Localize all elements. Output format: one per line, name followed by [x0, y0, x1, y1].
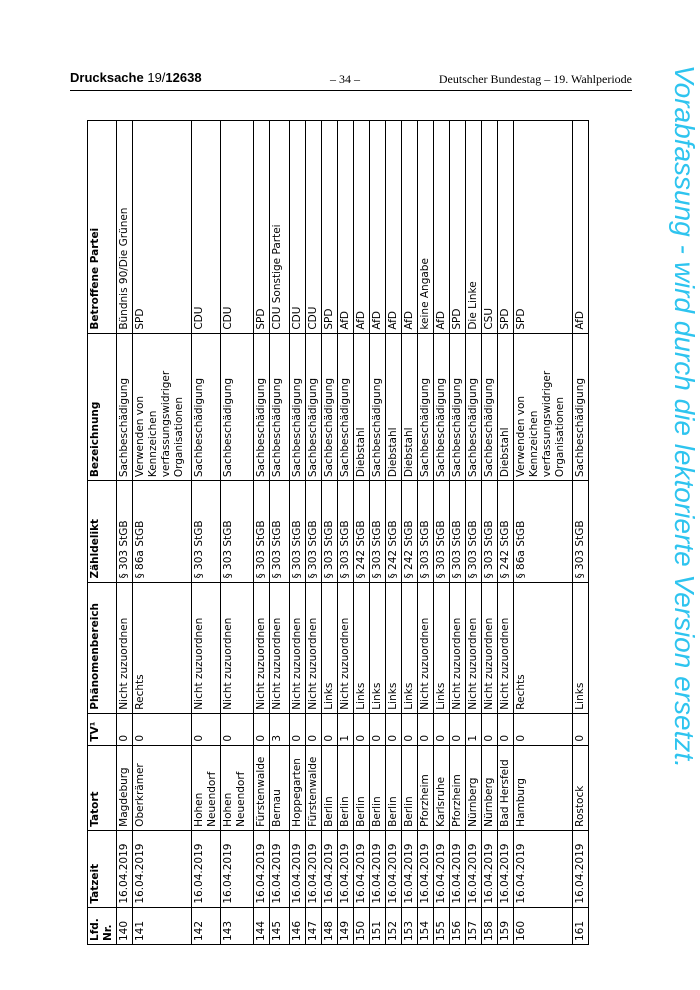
cell-col-tatort: Nürnberg	[466, 745, 482, 830]
cell-col-zaehldelikt: § 303 StGB	[117, 481, 133, 582]
cell-col-phaenomenbereich: Nicht zuzuordnen	[482, 582, 498, 713]
incident-table	[87, 120, 589, 945]
cell-col-partei: AfD	[573, 121, 589, 334]
cell-col-zaehldelikt: § 303 StGB	[290, 481, 306, 582]
cell-col-phaenomenbereich: Links	[573, 582, 589, 713]
doc-period: 19/	[147, 70, 166, 85]
cell-col-bezeichnung: Sachbeschädigung	[482, 333, 498, 481]
cell-col-zaehldelikt: § 303 StGB	[192, 481, 221, 582]
cell-col-tatort: Hohen Neuendorf	[192, 745, 221, 830]
cell-col-nr: 143	[221, 907, 254, 944]
cell-col-tatzeit: 16.04.2019	[498, 830, 514, 907]
cell-col-zaehldelikt: § 86a StGB	[133, 481, 192, 582]
cell-col-phaenomenbereich: Links	[386, 582, 402, 713]
cell-col-phaenomenbereich: Nicht zuzuordnen	[192, 582, 221, 713]
cell-col-phaenomenbereich: Nicht zuzuordnen	[270, 582, 290, 713]
cell-col-bezeichnung: Sachbeschädigung	[117, 333, 133, 481]
cell-col-tatzeit: 16.04.2019	[418, 830, 434, 907]
cell-col-phaenomenbereich: Nicht zuzuordnen	[306, 582, 322, 713]
cell-col-partei: AfD	[386, 121, 402, 334]
cell-col-nr: 156	[450, 907, 466, 944]
cell-col-bezeichnung: Diebstahl	[354, 333, 370, 481]
cell-col-nr: 152	[386, 907, 402, 944]
cell-col-tatort: Hoppegarten	[290, 745, 306, 830]
cell-col-tatort: Magdeburg	[117, 745, 133, 830]
cell-col-zaehldelikt: § 242 StGB	[354, 481, 370, 582]
cell-col-nr: 151	[370, 907, 386, 944]
cell-col-tatort: Hohen Neuendorf	[221, 745, 254, 830]
cell-col-phaenomenbereich: Nicht zuzuordnen	[418, 582, 434, 713]
cell-col-tv: 0	[498, 713, 514, 745]
cell-col-bezeichnung: Sachbeschädigung	[418, 333, 434, 481]
cell-col-tatort: Fürstenwalde	[254, 745, 270, 830]
cell-col-nr: 145	[270, 907, 290, 944]
table-row	[322, 121, 338, 945]
cell-col-bezeichnung: Verwenden von Kennzeichen verfassungswidriger Organisationen	[514, 333, 573, 481]
rotated-table-container	[87, 120, 627, 945]
cell-col-tv: 0	[354, 713, 370, 745]
cell-col-zaehldelikt: § 242 StGB	[402, 481, 418, 582]
cell-col-partei: AfD	[338, 121, 354, 334]
cell-col-partei: Bündnis 90/Die Grünen	[117, 121, 133, 334]
table-row	[117, 121, 133, 945]
table-body	[117, 121, 589, 945]
cell-col-tatzeit: 16.04.2019	[306, 830, 322, 907]
cell-col-tatzeit: 16.04.2019	[386, 830, 402, 907]
cell-col-nr: 141	[133, 907, 192, 944]
cell-col-tv: 1	[338, 713, 354, 745]
cell-col-phaenomenbereich: Rechts	[133, 582, 192, 713]
cell-col-tatort: Pforzheim	[450, 745, 466, 830]
cell-col-bezeichnung: Diebstahl	[386, 333, 402, 481]
header-col-partei: Betroffene Partei	[88, 121, 117, 334]
cell-col-nr: 150	[354, 907, 370, 944]
cell-col-nr: 154	[418, 907, 434, 944]
table-row	[354, 121, 370, 945]
cell-col-bezeichnung: Sachbeschädigung	[434, 333, 450, 481]
cell-col-bezeichnung: Sachbeschädigung	[290, 333, 306, 481]
cell-col-partei: keine Angabe	[418, 121, 434, 334]
cell-col-zaehldelikt: § 303 StGB	[482, 481, 498, 582]
cell-col-nr: 144	[254, 907, 270, 944]
cell-col-bezeichnung: Sachbeschädigung	[322, 333, 338, 481]
cell-col-tatzeit: 16.04.2019	[192, 830, 221, 907]
cell-col-bezeichnung: Sachbeschädigung	[370, 333, 386, 481]
cell-col-tatort: Berlin	[386, 745, 402, 830]
cell-col-phaenomenbereich: Nicht zuzuordnen	[117, 582, 133, 713]
cell-col-tatzeit: 16.04.2019	[221, 830, 254, 907]
header-col-nr: Lfd. Nr.	[88, 907, 117, 944]
cell-col-zaehldelikt: § 303 StGB	[434, 481, 450, 582]
cell-col-partei: CDU	[221, 121, 254, 334]
cell-col-phaenomenbereich: Nicht zuzuordnen	[290, 582, 306, 713]
page-number: – 34 –	[330, 72, 360, 86]
cell-col-phaenomenbereich: Links	[354, 582, 370, 713]
cell-col-tatort: Hamburg	[514, 745, 573, 830]
cell-col-tatzeit: 16.04.2019	[290, 830, 306, 907]
cell-col-bezeichnung: Sachbeschädigung	[450, 333, 466, 481]
cell-col-bezeichnung: Sachbeschädigung	[192, 333, 221, 481]
cell-col-partei: CSU	[482, 121, 498, 334]
cell-col-tatzeit: 16.04.2019	[354, 830, 370, 907]
cell-col-tatort: Berlin	[370, 745, 386, 830]
cell-col-tv: 0	[306, 713, 322, 745]
cell-col-zaehldelikt: § 303 StGB	[338, 481, 354, 582]
cell-col-partei: SPD	[254, 121, 270, 334]
cell-col-tv: 0	[482, 713, 498, 745]
cell-col-phaenomenbereich: Links	[322, 582, 338, 713]
draft-watermark: Vorabfassung - wird durch die lektorierte Version ersetzt.	[669, 65, 700, 768]
cell-col-nr: 149	[338, 907, 354, 944]
cell-col-nr: 140	[117, 907, 133, 944]
table-row	[290, 121, 306, 945]
header-col-tatzeit: Tatzeit	[88, 830, 117, 907]
table-row	[402, 121, 418, 945]
table-row	[270, 121, 290, 945]
cell-col-bezeichnung: Sachbeschädigung	[338, 333, 354, 481]
cell-col-partei: SPD	[450, 121, 466, 334]
table-header-row	[88, 121, 117, 945]
cell-col-tatort: Bernau	[270, 745, 290, 830]
cell-col-partei: AfD	[370, 121, 386, 334]
cell-col-phaenomenbereich: Nicht zuzuordnen	[254, 582, 270, 713]
cell-col-nr: 157	[466, 907, 482, 944]
cell-col-tatzeit: 16.04.2019	[338, 830, 354, 907]
cell-col-zaehldelikt: § 303 StGB	[370, 481, 386, 582]
table-row	[306, 121, 322, 945]
cell-col-partei: AfD	[434, 121, 450, 334]
cell-col-tv: 0	[386, 713, 402, 745]
cell-col-partei: SPD	[498, 121, 514, 334]
cell-col-tatort: Oberkrämer	[133, 745, 192, 830]
cell-col-tatzeit: 16.04.2019	[434, 830, 450, 907]
institution-label: Deutscher Bundestag – 19. Wahlperiode	[438, 72, 632, 86]
cell-col-tv: 0	[254, 713, 270, 745]
cell-col-bezeichnung: Sachbeschädigung	[270, 333, 290, 481]
table-row	[133, 121, 192, 945]
cell-col-bezeichnung: Sachbeschädigung	[306, 333, 322, 481]
table-row	[192, 121, 221, 945]
cell-col-partei: CDU	[306, 121, 322, 334]
cell-col-tatzeit: 16.04.2019	[133, 830, 192, 907]
doc-prefix: Drucksache	[70, 70, 144, 85]
cell-col-zaehldelikt: § 242 StGB	[386, 481, 402, 582]
cell-col-zaehldelikt: § 303 StGB	[466, 481, 482, 582]
cell-col-phaenomenbereich: Nicht zuzuordnen	[450, 582, 466, 713]
header-divider	[70, 90, 632, 91]
header-col-zaehldelikt: Zähldelikt	[88, 481, 117, 582]
table-row	[498, 121, 514, 945]
cell-col-tv: 0	[192, 713, 221, 745]
header-col-tv: TV¹	[88, 713, 117, 745]
table-row	[254, 121, 270, 945]
cell-col-phaenomenbereich: Nicht zuzuordnen	[466, 582, 482, 713]
cell-col-tatzeit: 16.04.2019	[402, 830, 418, 907]
cell-col-bezeichnung: Sachbeschädigung	[254, 333, 270, 481]
table-row	[514, 121, 573, 945]
table-row	[573, 121, 589, 945]
doc-number: 12638	[165, 70, 202, 85]
cell-col-tatzeit: 16.04.2019	[370, 830, 386, 907]
cell-col-zaehldelikt: § 86a StGB	[514, 481, 573, 582]
table-row	[450, 121, 466, 945]
cell-col-tv: 0	[133, 713, 192, 745]
cell-col-tatzeit: 16.04.2019	[270, 830, 290, 907]
table-header	[88, 121, 117, 945]
cell-col-tatzeit: 16.04.2019	[466, 830, 482, 907]
cell-col-tv: 1	[466, 713, 482, 745]
cell-col-zaehldelikt: § 303 StGB	[221, 481, 254, 582]
cell-col-tv: 0	[117, 713, 133, 745]
cell-col-tatzeit: 16.04.2019	[117, 830, 133, 907]
cell-col-nr: 146	[290, 907, 306, 944]
table-row	[466, 121, 482, 945]
cell-col-zaehldelikt: § 303 StGB	[322, 481, 338, 582]
cell-col-partei: CDU	[192, 121, 221, 334]
cell-col-bezeichnung: Sachbeschädigung	[573, 333, 589, 481]
cell-col-nr: 147	[306, 907, 322, 944]
table-row	[386, 121, 402, 945]
cell-col-tv: 0	[322, 713, 338, 745]
cell-col-tatort: Rostock	[573, 745, 589, 830]
cell-col-tatzeit: 16.04.2019	[482, 830, 498, 907]
cell-col-nr: 155	[434, 907, 450, 944]
cell-col-partei: CDU Sonstige Partei	[270, 121, 290, 334]
cell-col-bezeichnung: Diebstahl	[402, 333, 418, 481]
cell-col-bezeichnung: Verwenden von Kennzeichen verfassungswidriger Organisationen	[133, 333, 192, 481]
table-row	[434, 121, 450, 945]
cell-col-tatort: Berlin	[322, 745, 338, 830]
cell-col-nr: 142	[192, 907, 221, 944]
cell-col-nr: 153	[402, 907, 418, 944]
cell-col-bezeichnung: Diebstahl	[498, 333, 514, 481]
cell-col-tatzeit: 16.04.2019	[573, 830, 589, 907]
table-row	[482, 121, 498, 945]
cell-col-tatzeit: 16.04.2019	[450, 830, 466, 907]
cell-col-tatzeit: 16.04.2019	[514, 830, 573, 907]
cell-col-zaehldelikt: § 303 StGB	[450, 481, 466, 582]
table-row	[338, 121, 354, 945]
cell-col-phaenomenbereich: Links	[370, 582, 386, 713]
cell-col-tatort: Berlin	[338, 745, 354, 830]
cell-col-tv: 0	[221, 713, 254, 745]
cell-col-tatzeit: 16.04.2019	[254, 830, 270, 907]
cell-col-tatort: Fürstenwalde	[306, 745, 322, 830]
cell-col-nr: 159	[498, 907, 514, 944]
cell-col-tatort: Berlin	[402, 745, 418, 830]
cell-col-partei: AfD	[402, 121, 418, 334]
header-col-tatort: Tatort	[88, 745, 117, 830]
cell-col-nr: 161	[573, 907, 589, 944]
cell-col-nr: 160	[514, 907, 573, 944]
cell-col-tv: 0	[573, 713, 589, 745]
table-row	[418, 121, 434, 945]
cell-col-zaehldelikt: § 303 StGB	[254, 481, 270, 582]
cell-col-bezeichnung: Sachbeschädigung	[221, 333, 254, 481]
cell-col-phaenomenbereich: Nicht zuzuordnen	[338, 582, 354, 713]
cell-col-partei: SPD	[514, 121, 573, 334]
cell-col-tv: 0	[370, 713, 386, 745]
cell-col-tatort: Bad Hersfeld	[498, 745, 514, 830]
cell-col-phaenomenbereich: Links	[402, 582, 418, 713]
cell-col-zaehldelikt: § 303 StGB	[270, 481, 290, 582]
cell-col-nr: 158	[482, 907, 498, 944]
cell-col-partei: SPD	[322, 121, 338, 334]
cell-col-phaenomenbereich: Nicht zuzuordnen	[498, 582, 514, 713]
cell-col-tatzeit: 16.04.2019	[322, 830, 338, 907]
cell-col-zaehldelikt: § 242 StGB	[498, 481, 514, 582]
table-row	[221, 121, 254, 945]
cell-col-tv: 0	[434, 713, 450, 745]
cell-col-partei: CDU	[290, 121, 306, 334]
header-col-bezeichnung: Bezeichnung	[88, 333, 117, 481]
cell-col-bezeichnung: Sachbeschädigung	[466, 333, 482, 481]
cell-col-partei: AfD	[354, 121, 370, 334]
cell-col-tv: 0	[450, 713, 466, 745]
cell-col-tatort: Pforzheim	[418, 745, 434, 830]
header-col-phaenomenbereich: Phänomenbereich	[88, 582, 117, 713]
cell-col-phaenomenbereich: Links	[434, 582, 450, 713]
cell-col-tv: 0	[290, 713, 306, 745]
cell-col-tv: 0	[514, 713, 573, 745]
cell-col-partei: Die Linke	[466, 121, 482, 334]
cell-col-zaehldelikt: § 303 StGB	[418, 481, 434, 582]
document-number	[70, 70, 202, 85]
cell-col-partei: SPD	[133, 121, 192, 334]
cell-col-tv: 0	[402, 713, 418, 745]
cell-col-phaenomenbereich: Nicht zuzuordnen	[221, 582, 254, 713]
cell-col-zaehldelikt: § 303 StGB	[573, 481, 589, 582]
cell-col-tv: 3	[270, 713, 290, 745]
cell-col-nr: 148	[322, 907, 338, 944]
cell-col-phaenomenbereich: Rechts	[514, 582, 573, 713]
cell-col-zaehldelikt: § 303 StGB	[306, 481, 322, 582]
cell-col-tatort: Karlsruhe	[434, 745, 450, 830]
cell-col-tatort: Berlin	[354, 745, 370, 830]
cell-col-tv: 0	[418, 713, 434, 745]
table-row	[370, 121, 386, 945]
cell-col-tatort: Nürnberg	[482, 745, 498, 830]
